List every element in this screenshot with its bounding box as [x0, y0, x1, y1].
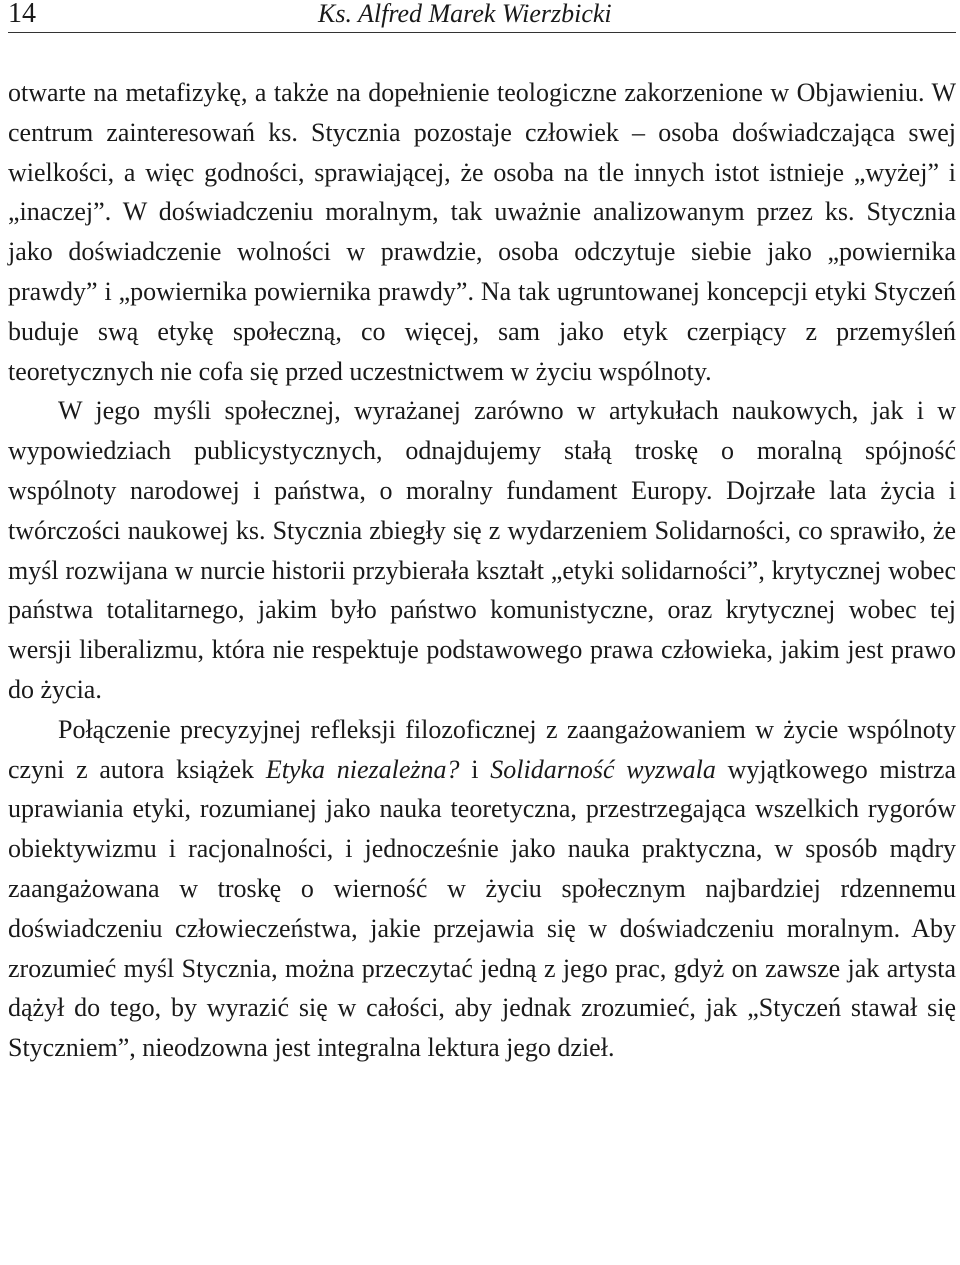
paragraph-3-text-a: Połączenie precyzyjnej refleksji filozoficznej z zaangażowaniem w życie wspólnoty czyni z autora książek — [8, 714, 956, 784]
paragraph-2: W jego myśli społecznej, wyrażanej zarówno w artykułach naukowych, jak i w wypowiedziach publicystycznych, odnajdujemy stałą troskę o moralną spójność wspólnoty narodowej i państwa, o moralny fundament Europy. Dojrzałe lata życia i twórczości naukowej ks. Stycznia zbiegły się z wydarzeniem Solidarności, co sprawiło, że myśl rozwijana w nurcie historii przybierała kształt „etyki solidarności”, krytycznej wobec państwa totalitarnego, jakim było państwo komunistyczne, oraz krytycznej wobec tej wersji liberalizmu, która nie respektuje podstawowego prawa człowieka, jakim jest prawo do życia. — [8, 396, 956, 704]
book-page — [8, 0, 956, 1265]
running-head — [8, 0, 956, 33]
book-title-solidarnosc-wyzwala: Solidarność wyzwala — [490, 754, 716, 784]
paragraph-3 — [8, 710, 956, 1068]
page-number: 14 — [8, 0, 36, 29]
paragraph-3-text-c: wyjątkowego mistrza uprawiania etyki, rozumianej jako nauka teoretyczna, przestrzegająca wszelkich rygorów obiektywizmu i racjonalności, i jednocześnie jako nauka praktyczna, w sposób mądry zaangażowana w troskę o wierność w życiu społecznym najbardziej rdzennemu doświadczeniu człowieczeństwa, jakie przejawia się w doświadczeniu moralnym. Aby zrozumieć myśl Stycznia, można przeczytać jedną z jego prac, gdyż on zawsze jak artysta dążył do tego, by wyrazić się w całości, aby jednak zrozumieć, jak „Styczeń stawał się Styczniem”, nieodzowna jest integralna lektura jego dzieł. — [8, 754, 956, 1063]
running-title: Ks. Alfred Marek Wierzbicki — [318, 0, 612, 28]
body-text — [8, 73, 956, 1068]
book-title-etyka-niezalezna: Etyka niezależna? — [265, 754, 460, 784]
paragraph-1: otwarte na metafizykę, a także na dopełnienie teologiczne zakorzenione w Objawieniu. W centrum zainteresowań ks. Stycznia pozostaje człowiek – osoba doświadczająca swej wielkości, a więc godności, sprawiającej, że osoba na tle innych istot istnieje „wyżej” i „inaczej”. W doświadczeniu moralnym, tak uważnie analizowanym przez ks. Stycznia jako doświadczenie wolności w prawdzie, osoba odczytuje siebie jako „powiernika prawdy” i „powiernika powiernika prawdy”. Na tak ugruntowanej koncepcji etyki Styczeń buduje swą etykę społeczną, co więcej, sam jako etyk czerpiący z przemyśleń teoretycznych nie cofa się przed uczestnictwem w życiu wspólnoty. — [8, 78, 956, 386]
paragraph-3-text-b: i — [459, 754, 491, 784]
